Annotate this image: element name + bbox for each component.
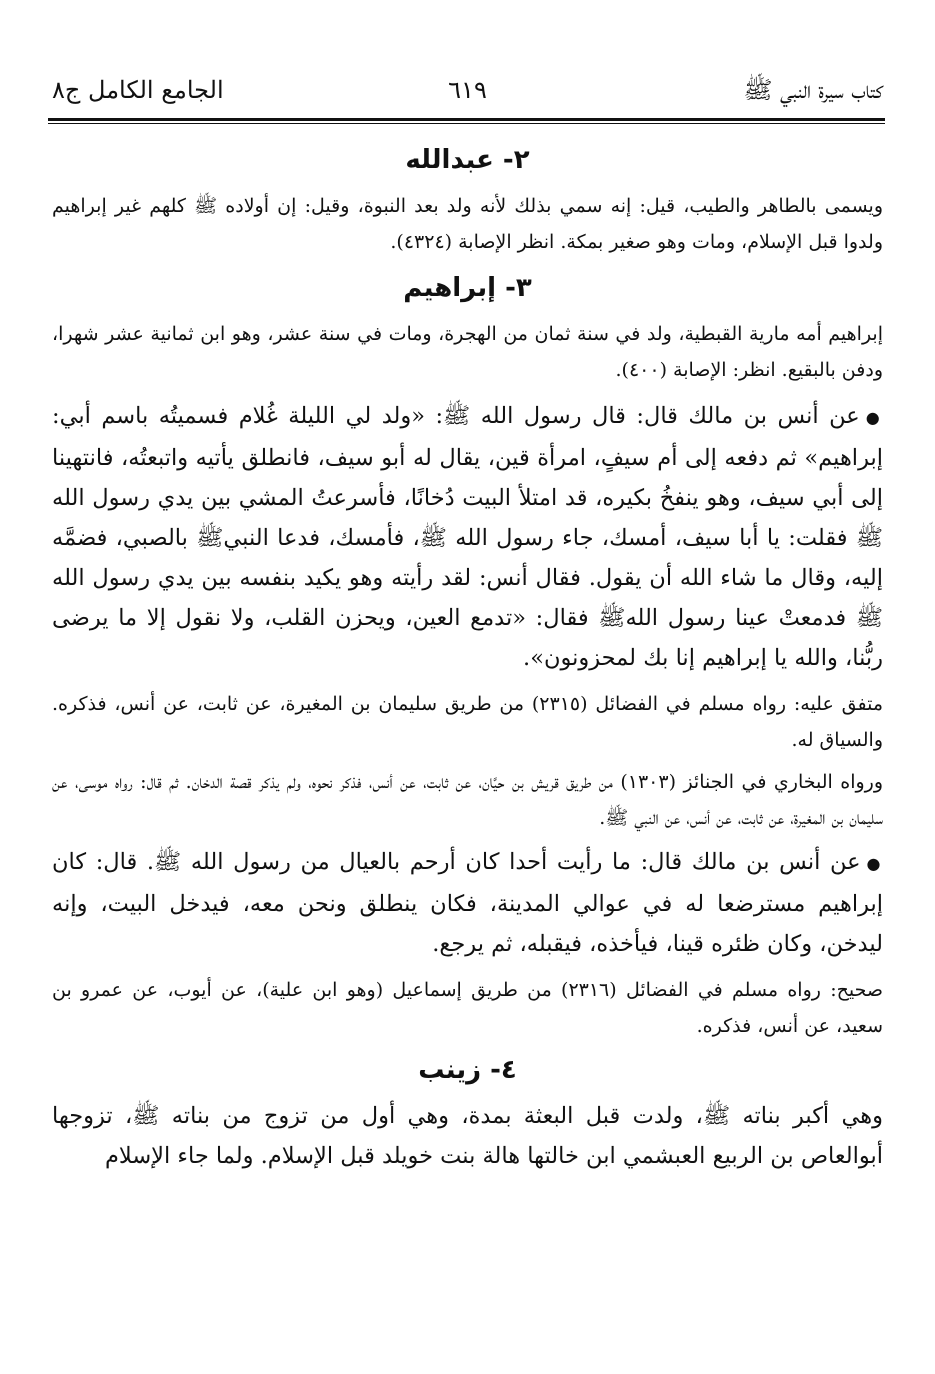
hadith-text: عن أنس بن مالك قال: ما رأيت أحدا كان أرحم بالعيال من رسول الله ﷺ. قال: كان إبراهيم مسترضعا له في عوالي المدينة، فكان ينطلق ونحن معه، فيدخل البيت، وإنه ليدخن، وكان ظئره قينا، فيأخذه، فيقبله، ثم يرجع. <box>52 849 883 957</box>
section-heading: ٤- زينب <box>418 1055 517 1085</box>
section-ibrahim <box>52 268 883 1044</box>
section-heading: ٢- عبدالله <box>405 145 530 175</box>
section-abdullah <box>52 140 883 260</box>
takhrij-note: ورواه البخاري في الجنائز (١٣٠٣) من طريق قريش بن حيَّان، عن ثابت، عن أنس، فذكر نحوه، ولم يذكر قصة الدخان. ثم قال: رواه موسى، عن سليمان بن المغيرة، عن ثابت، عن أنس، عن النبي ﷺ. <box>52 771 883 829</box>
hadith-text: عن أنس بن مالك قال: قال رسول الله ﷺ: «ولد لي الليلة غُلام فسميتُه باسم أبي: إبراهيم» ثم دفعه إلى أم سيفٍ، امرأة قين، يقال له أبو سيف، فانطلق يأتيه واتبعتُه، فانتهينا إلى أبي سيف، وهو ينفخُ بكيره، قد امتلأ البيت دُخانًا، فأسرعتُ المشي بين يدي رسول الله ﷺ فقلت: يا أبا سيف، أمسك، جاء رسول الله ﷺ، فأمسك، فدعا النبيﷺ بالصبي، فضمَّه إليه، وقال ما شاء الله أن يقول. فقال أنس: لقد رأيته وهو يكيد بنفسه بين يدي رسول الله ﷺ فدمعتْ عينا رسول اللهﷺ فقال: «تدمع العين، ويحزن القلب، ولا نقول إلا ما يرضى ربُّنا، والله يا إبراهيم إنا بك لمحزونون». <box>52 403 883 671</box>
intro-paragraph: إبراهيم أمه مارية القبطية، ولد في سنة ثمان من الهجرة، ومات في سنة عشر، وهو ابن ثمانية عشر شهرا، ودفن بالبقيع. انظر: الإصابة (٤٠٠). <box>52 323 883 381</box>
hadith-paragraph <box>52 842 883 964</box>
takhrij-note: صحيح: رواه مسلم في الفضائل (٢٣١٦) من طريق إسماعيل (وهو ابن علية)، عن أيوب، عن عمرو بن سعيد، عن أنس، فذكره. <box>52 979 883 1037</box>
body-paragraph: وهي أكبر بناته ﷺ، ولدت قبل البعثة بمدة، وهي أول من تزوج من بناته ﷺ، تزوجها أبوالعاص بن الربيع العبشمي ابن خالتها هالة بنت خويلد قبل الإسلام. ولما جاء الإسلام <box>52 1103 883 1169</box>
page-number: ٦١٩ <box>448 76 487 104</box>
running-header <box>52 70 883 110</box>
bullet-icon: ● <box>865 408 884 427</box>
intro-paragraph: ويسمى بالطاهر والطيب، قيل: إنه سمي بذلك لأنه ولد بعد النبوة، وقيل: إن أولاده ﷺ كلهم غير إبراهيم ولدوا قبل الإسلام، ومات وهو صغير بمكة. انظر الإصابة (٤٣٢٤). <box>52 195 883 253</box>
hadith-paragraph <box>52 396 883 678</box>
header-divider <box>48 118 885 124</box>
section-heading: ٣- إبراهيم <box>403 273 532 303</box>
book-title: كتاب سيرة النبي ﷺ <box>743 76 883 104</box>
collection-title: الجامع الكامل ج٨ <box>52 76 224 104</box>
takhrij-note: متفق عليه: رواه مسلم في الفضائل (٢٣١٥) من طريق سليمان بن المغيرة، عن ثابت، عن أنس، فذكره. والسياق له. <box>52 693 883 751</box>
page-content <box>52 140 883 1184</box>
section-zaynab <box>52 1050 883 1176</box>
bullet-icon: ● <box>866 854 883 873</box>
